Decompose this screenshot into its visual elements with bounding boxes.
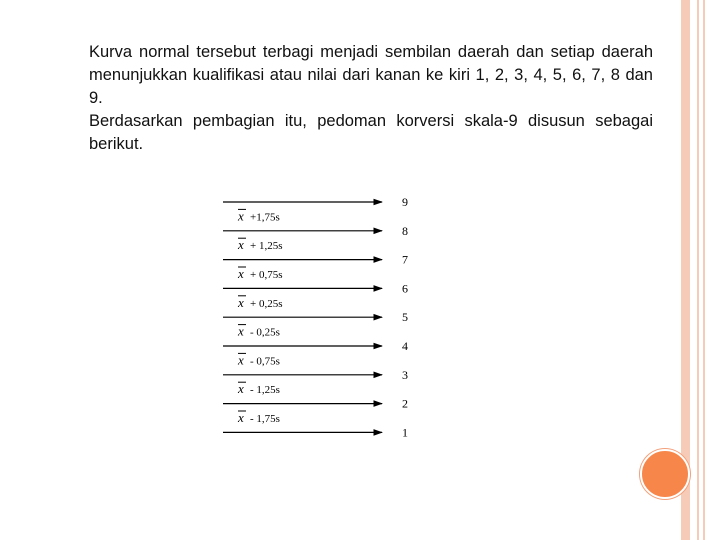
mean-symbol: x <box>238 208 244 224</box>
boundary-label <box>237 237 282 252</box>
mean-symbol: x <box>238 294 244 310</box>
boundary-label <box>237 324 280 339</box>
boundary-label <box>237 410 280 425</box>
score-label-6: 6 <box>402 281 408 296</box>
decorative-circle <box>640 449 690 499</box>
scale-9-conversion-diagram <box>218 188 418 448</box>
mean-symbol: x <box>238 237 244 253</box>
mean-symbol: x <box>238 352 244 368</box>
score-label-7: 7 <box>402 252 408 267</box>
mean-symbol: x <box>238 381 244 397</box>
score-label-3: 3 <box>402 367 408 382</box>
paragraph-intro: Kurva normal tersebut terbagi menjadi sembilan daerah dan setiap daerah menunjukkan kualifikasi atau nilai dari kanan ke kiri 1, 2, 3, 4, 5, 6, 7, 8 dan 9. <box>89 43 653 107</box>
boundary-offset: +1,75s <box>250 211 280 224</box>
boundary-offset: - 1,75s <box>250 413 280 425</box>
boundary-label <box>237 208 280 223</box>
score-label-4: 4 <box>402 339 408 353</box>
score-label-9: 9 <box>402 195 408 209</box>
boundary-offset: + 0,25s <box>250 297 283 310</box>
boundary-offset: - 1,25s <box>250 384 280 397</box>
boundary-offset: - 0,75s <box>250 355 280 368</box>
boundary-offset: + 0,75s <box>250 269 283 281</box>
mean-symbol: x <box>238 410 244 425</box>
mean-symbol: x <box>238 266 244 281</box>
score-label-2: 2 <box>402 396 408 411</box>
score-label-5: 5 <box>402 310 408 325</box>
score-label-1: 1 <box>402 425 408 440</box>
paragraph-conversion: Berdasarkan pembagian itu, pedoman korversi skala-9 disusun sebagai berikut. <box>89 112 653 153</box>
boundary-label <box>237 266 282 281</box>
boundary-label <box>237 381 280 396</box>
score-label-8: 8 <box>402 223 408 238</box>
boundary-label <box>237 352 280 367</box>
boundary-label <box>237 295 282 310</box>
slide-text <box>89 41 653 156</box>
decorative-line <box>703 0 705 540</box>
boundary-offset: + 1,25s <box>250 240 283 253</box>
mean-symbol: x <box>238 323 244 339</box>
decorative-line <box>697 0 699 540</box>
boundary-offset: - 0,25s <box>250 326 280 339</box>
